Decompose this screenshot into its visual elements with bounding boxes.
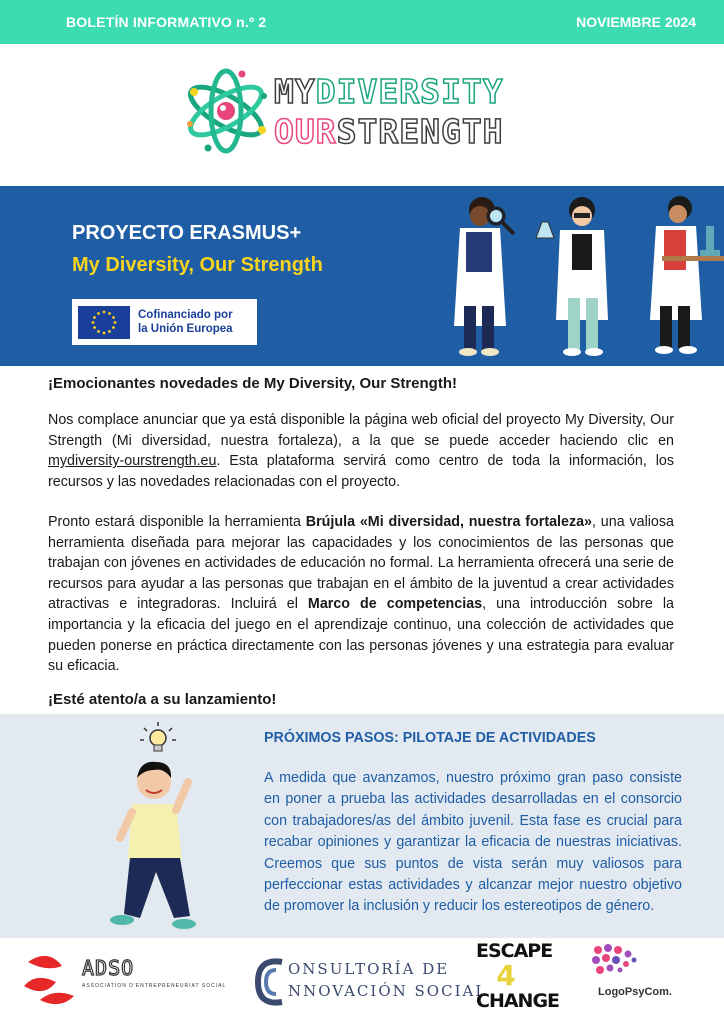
eu-cofunding-text — [138, 308, 233, 336]
partner-logos — [0, 938, 724, 1024]
atom-logo-icon — [182, 66, 270, 156]
project-logo — [182, 66, 552, 156]
p1-text-after: . Esta plataforma servirá como centro de toda la información, los recursos y las novedades relacionadas con el proyecto. — [48, 453, 674, 490]
scientists-illustration — [410, 186, 724, 366]
logo-word-strength: STRENGTH — [336, 112, 504, 151]
newsletter-issue: BOLETÍN INFORMATIVO n.º 2 — [66, 14, 267, 30]
logopsycom-name: LogoPsyCom. — [598, 986, 672, 998]
p2-text-a: Pronto estará disponible la herramienta — [48, 514, 306, 530]
article-closing: ¡Esté atento/a a su lanzamiento! — [48, 691, 277, 708]
p2-compass-tool: Brújula «Mi diversidad, nuestra fortaleza» — [305, 514, 593, 530]
eu-text-line1: Cofinanciado por — [138, 309, 233, 321]
next-steps-box — [0, 714, 724, 938]
logo-word-our: OUR — [274, 112, 337, 151]
eu-flag-icon — [78, 306, 130, 339]
p1-text-before: Nos complace anunciar que ya está disponible la página web oficial del proyecto My Diversity, Our Strength (Mi diversidad, nuestra fortaleza), a la que se puede acceder haciendo clic en — [48, 412, 674, 449]
project-banner — [0, 186, 724, 366]
banner-title: PROYECTO ERASMUS+ — [72, 222, 302, 244]
article-heading: ¡Emocionantes novedades de My Diversity, Our Strength! — [48, 375, 457, 392]
logo-wordmark-line1 — [274, 72, 504, 111]
article-paragraph-2 — [48, 512, 674, 677]
escape-number: 4 — [496, 959, 516, 992]
banner-subtitle: My Diversity, Our Strength — [72, 254, 323, 276]
logo-word-diversity: DIVERSITY — [315, 72, 504, 111]
website-link[interactable]: mydiversity-ourstrength.eu — [48, 453, 217, 470]
consultoria-line2: NNOVACIÓN SOCIAL — [288, 982, 488, 1000]
partner-escape4change — [476, 940, 560, 1020]
article-paragraph-1 — [48, 410, 674, 492]
cis-logo-icon — [252, 954, 288, 1010]
lightbulb-icon — [140, 722, 176, 751]
partner-adso — [22, 948, 227, 1012]
p2-text-c: , una introducción sobre la importancia y la eficacia del juego en el aprendizaje continuo, una colección de actividades que pueden ponerse en práctica directamente con las personas jóvenes y una estrategia para evaluar su eficacia. — [48, 596, 674, 675]
escape-word: ESCAPE — [476, 940, 553, 962]
consultoria-line1: ONSULTORÍA DE — [288, 960, 450, 978]
logo-word-my: MY — [274, 72, 316, 111]
partner-consultoria — [252, 948, 488, 1012]
next-steps-body: A medida que avanzamos, nuestro próximo gran paso consiste en poner a prueba las actividades desarrolladas en el consorcio con trabajadores/as del ámbito juvenil. Esta fase es crucial para recabar opiniones y garantizar la eficacia de nuestras iniciativas. Creemos que sus puntos de vista serán muy valiosos para perfeccionar estas actividades y alcanzar mejor nuestro objetivo de promover la inclusión y reducir los estereotipos de género. — [264, 770, 682, 915]
adso-name: ADSO — [82, 956, 135, 980]
partner-logopsycom — [590, 942, 690, 1002]
next-steps-title: PRÓXIMOS PASOS: PILOTAJE DE ACTIVIDADES — [264, 730, 596, 746]
p2-text-b: , una valiosa herramienta diseñada para mejorar las capacidades y los conocimientos de las personas que trabajan con jóvenes en actividades de educación no formal. La herramienta ofrecerá una serie de recursos para ayudar a las personas que trabajan en el ámbito de la juventud a crear actividades atractivas e integradoras. Incluirá el — [48, 514, 674, 613]
adso-subtitle: ASSOCIATION D'ENTREPRENEURIAT SOCIAL — [82, 983, 227, 989]
eu-cofunding-badge — [72, 299, 257, 345]
eu-text-line2: la Unión Europea — [138, 323, 233, 335]
logopsycom-logo-icon — [590, 942, 640, 986]
p2-competence-framework: Marco de competencias — [307, 596, 483, 613]
boy-illustration — [96, 720, 216, 936]
adso-logo-icon — [22, 948, 82, 1012]
top-bar — [0, 0, 724, 44]
change-word: CHANGE — [476, 990, 560, 1012]
newsletter-date: NOVIEMBRE 2024 — [576, 14, 696, 30]
logo-wordmark-line2 — [274, 112, 504, 151]
